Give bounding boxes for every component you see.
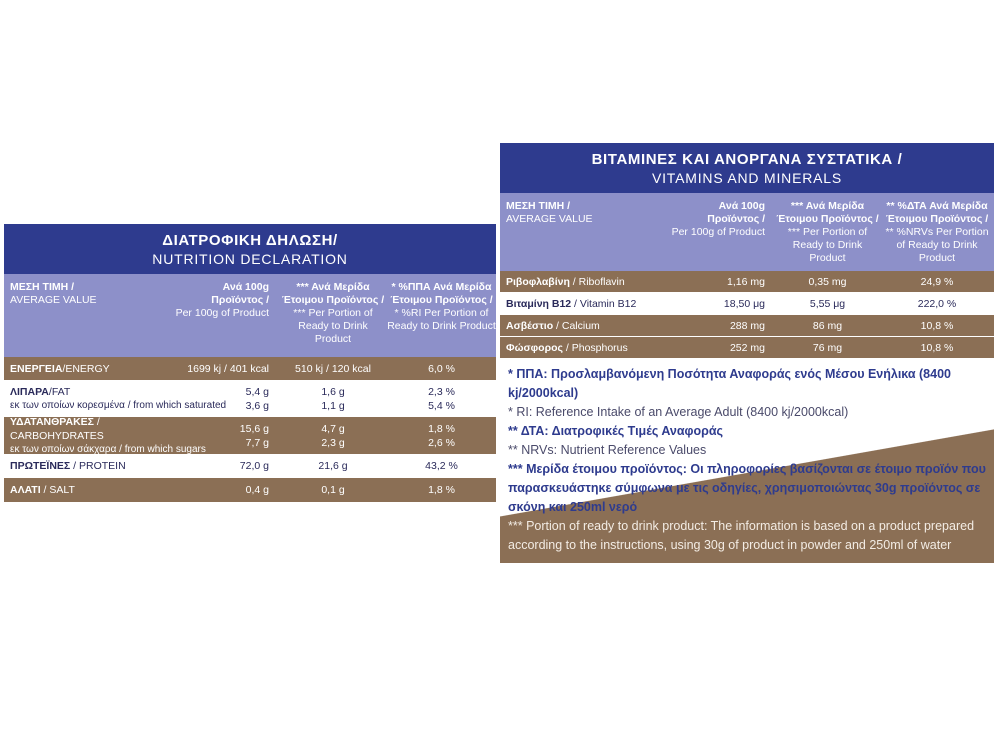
value-per-portion: 5,55 μg [809,297,846,310]
nutrition-title-english: NUTRITION DECLARATION [152,251,348,267]
header-col1-greek: Ανά 100g Προϊόντος / [707,200,765,225]
vitamins-minerals-table [500,143,994,563]
header-col1-english: Per 100g of Product [175,307,269,319]
value-per-portion [279,385,387,413]
row-label [4,415,206,457]
value-nrv-percent: 24,9 % [920,275,954,288]
header-average-value [4,274,169,357]
table-row-calcium [500,315,994,337]
header-col2-greek: *** Ανά Μερίδα Έτοιμου Προϊόντος / [281,281,385,306]
value: 5,4 g [245,385,269,398]
value-per-100g: 18,50 μg [723,297,765,310]
value-per-portion [279,422,387,450]
header-col0-greek: ΜΕΣΗ ΤΙΜΗ / [10,281,75,293]
value-ri-percent [387,385,496,413]
value: 4,7 g [321,422,345,435]
header-per-100g [169,274,279,357]
header-ri-percent [387,274,496,357]
header-nrv-percent [880,193,994,271]
label-english: / PROTEIN [70,460,126,472]
label-english: / CARBOHYDRATES [10,415,104,442]
header-col3-greek: ** %ΔΤΑ Ανά Μερίδα Έτοιμου Προϊόντος / [885,200,989,225]
value-per-portion: 76 mg [812,341,843,354]
sub-label: εκ των οποίων σάκχαρα / from which sugars [10,443,206,455]
header-per-portion [775,193,880,271]
header-col3-english: * %RI Per Portion of Ready to Drink Product [387,307,496,332]
value-per-100g: 1,16 mg [727,275,765,288]
value-per-portion: 86 mg [812,319,843,332]
footnote-portion-english: *** Portion of ready to drink product: The information is based on a product prepared according to the instructions, using 30g of product in powder and 250ml of water [508,519,975,552]
header-per-portion [279,274,387,357]
label-greek: Ασβέστιο [506,319,554,332]
value-nrv-percent: 222,0 % [917,297,957,310]
nutrition-title-greek: ΔΙΑΤΡΟΦΙΚΗ ΔΗΛΩΣΗ/ [162,232,338,249]
header-col3-english: ** %NRVs Per Portion of Ready to Drink Product [885,226,989,264]
row-label [500,342,665,354]
row-label [4,460,169,472]
vitamins-title-english: VITAMINS AND MINERALS [651,170,842,186]
vitamins-header-row [500,193,994,271]
table-row-riboflavin [500,271,994,293]
footnote-nrv-greek: ** ΔΤΑ: Διατροφικές Τιμές Αναφοράς [508,424,724,438]
value-ri-percent: 1,8 % [428,484,455,496]
sub-label: εκ των οποίων κορεσμένα / from which saturated [10,399,227,411]
label-english: / Phosphorus [562,341,628,354]
value-per-100g: 0,4 g [245,484,269,496]
row-label [4,484,169,496]
header-col2-english: *** Per Portion of Ready to Drink Product [293,307,373,345]
header-col0-english: AVERAGE VALUE [10,294,97,306]
value-nrv-percent: 10,8 % [920,341,954,354]
vitamins-title-greek: ΒΙΤΑΜΙΝΕΣ ΚΑΙ ΑΝΟΡΓΑΝΑ ΣΥΣΤΑΤΙΚΑ / [591,151,903,168]
value-per-100g: 72,0 g [239,460,269,472]
sub-value: 3,6 g [245,399,269,412]
value-per-portion: 0,35 mg [808,275,847,288]
label-greek: ΑΛΑΤΙ [10,484,41,496]
footnote-ri-english: * RI: Reference Intake of an Average Adult (8400 kj/2000kcal) [508,405,849,419]
value: 1,8 % [428,422,455,435]
vitamins-title [500,143,994,193]
value-per-100g [169,422,279,450]
value-per-100g: 1699 kj / 401 kcal [187,362,269,375]
header-col2-greek: *** Ανά Μερίδα Έτοιμου Προϊόντος / [776,200,879,225]
table-row-phosphorus [500,337,994,359]
label-greek: Ριβοφλαβίνη [506,275,570,288]
sub-value: 7,7 g [245,436,269,449]
value-per-100g: 252 mg [729,341,765,354]
header-average-value [500,193,665,271]
row-label [500,276,665,288]
label-greek: Βιταμίνη B12 [506,297,572,310]
sub-value: 2,6 % [428,436,455,449]
sub-value: 5,4 % [428,399,455,412]
label-greek: ΛΙΠΑΡΑ [10,385,49,398]
row-label [4,385,227,413]
label-greek: ΠΡΩΤΕΪΝΕΣ [10,460,71,472]
label-greek: ΥΔΑΤΑΝΘΡΑΚΕΣ [10,415,94,428]
footnote-nrv-english: ** NRVs: Nutrient Reference Values [508,443,707,457]
header-col0-greek: ΜΕΣΗ ΤΙΜΗ / [506,200,571,212]
table-row-energy [4,357,496,380]
header-col0-english: AVERAGE VALUE [506,213,593,225]
footnotes [500,359,994,563]
value-ri-percent [387,422,496,450]
table-row-vitamin-b12 [500,293,994,315]
value-per-100g [169,385,279,413]
table-row-fat [4,380,496,417]
footnote-portion-greek: *** Μερίδα έτοιμου προϊόντος: Οι πληροφορίες βασίζονται σε έτοιμο προϊόν που παρασκευάστηκε σύμφωνα με τις οδηγίες, χρησιμοποιώντας 30g προϊόντος σε σκόνη και 250ml νερό [508,462,986,514]
value-nrv-percent: 10,8 % [920,319,954,332]
value-ri-percent: 6,0 % [428,362,455,375]
value-per-100g: 288 mg [729,319,765,332]
value: 15,6 g [239,422,269,435]
value: 1,6 g [321,385,345,398]
row-label [4,363,169,375]
header-col3-greek: * %ΠΠΑ Ανά Μερίδα Έτοιμου Προϊόντος / [390,281,493,306]
header-col1-greek: Ανά 100g Προϊόντος / [211,281,269,306]
header-col2-english: *** Per Portion of Ready to Drink Product [787,226,868,264]
row-label [500,298,665,310]
table-row-salt [4,478,496,502]
label-english: / Calcium [553,319,600,332]
sub-value: 2,3 g [321,436,345,449]
value-per-portion: 0,1 g [321,484,345,496]
value-per-portion: 21,6 g [318,460,348,472]
label-english: / Vitamin B12 [571,297,637,310]
label-greek: Φώσφορος [506,341,563,354]
value: 2,3 % [428,385,455,398]
label-english: / SALT [40,484,75,496]
nutrition-declaration-table [4,224,496,502]
label-english: /FAT [48,385,71,398]
label-english: / Riboflavin [569,275,625,288]
sub-value: 1,1 g [321,399,345,412]
row-label [500,320,665,332]
table-row-protein [4,454,496,478]
header-per-100g [665,193,775,271]
footnote-ri-greek: * ΠΠΑ: Προσλαμβανόμενη Ποσότητα Αναφοράς ενός Μέσου Ενήλικα (8400 kj/2000kcal) [508,367,951,400]
table-row-carbohydrates [4,417,496,454]
nutrition-header-row [4,274,496,357]
label-english: /ENERGY [62,362,110,375]
nutrition-title [4,224,496,274]
header-col1-english: Per 100g of Product [671,226,765,238]
label-greek: ΕΝΕΡΓΕΙΑ [10,362,63,375]
value-ri-percent: 43,2 % [425,460,458,472]
value-per-portion: 510 kj / 120 kcal [295,362,371,375]
